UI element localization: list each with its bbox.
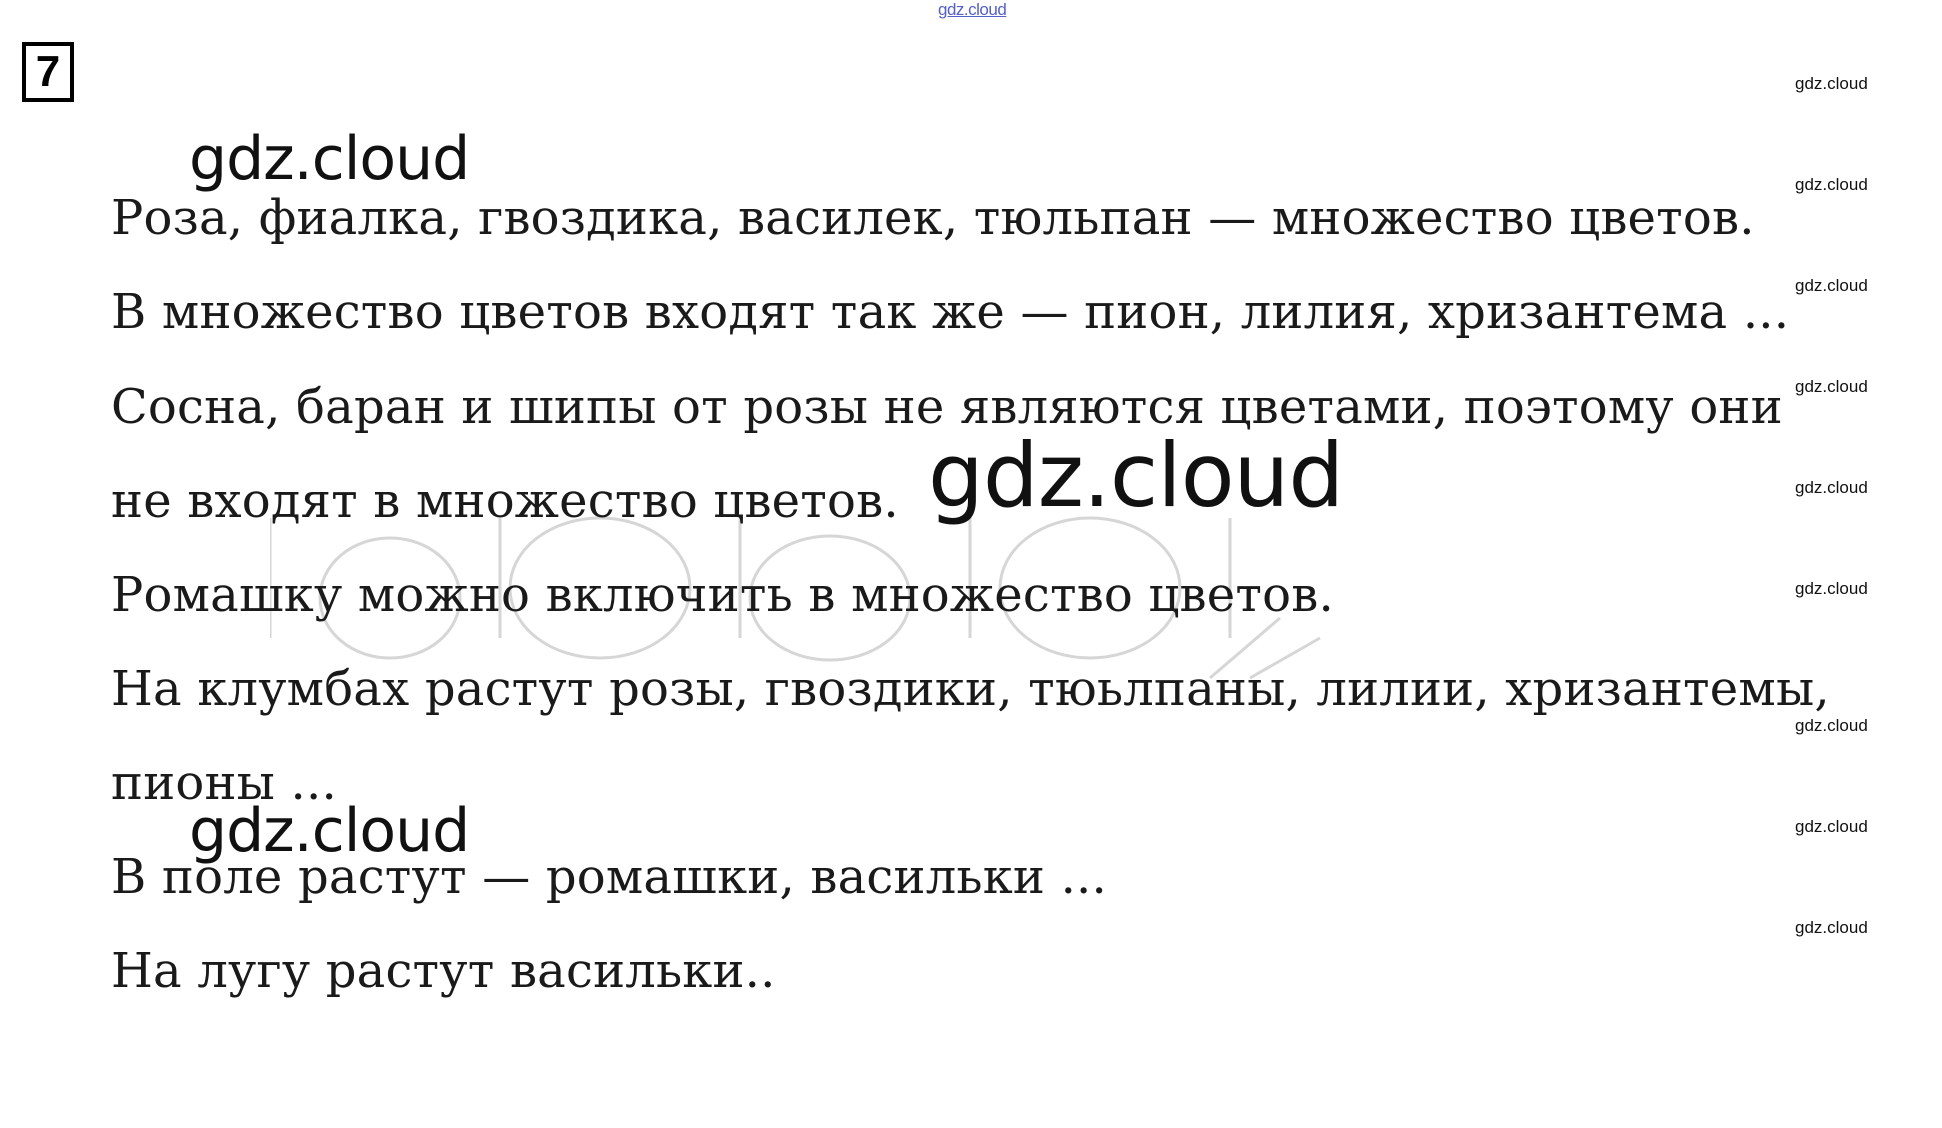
line-1: Роза, фиалка, гвоздика, василек, тюльпан — множество цветов. xyxy=(111,190,1755,246)
line-9: На лугу растут васильки.. xyxy=(111,943,776,999)
line-7: пионы ... xyxy=(111,755,337,811)
line-4: не входят в множество цветов. xyxy=(111,473,899,529)
line-8: В поле растут — ромашки, васильки ... xyxy=(111,849,1107,905)
large-watermark-bottom: gdz.cloud xyxy=(189,796,470,866)
top-watermark: gdz.cloud xyxy=(938,0,1007,19)
side-watermark: gdz.cloud xyxy=(1795,918,1868,937)
line-5: Ромашку можно включить в множество цветов. xyxy=(111,567,1334,623)
task-number: 7 xyxy=(35,47,61,96)
side-watermark: gdz.cloud xyxy=(1795,716,1868,735)
line-3: Сосна, баран и шипы от розы не являются цветами, поэтому они xyxy=(111,379,1783,435)
line-6: На клумбах растут розы, гвоздики, тюьлпаны, лилии, хризантемы, xyxy=(111,661,1830,717)
task-number-box xyxy=(22,42,74,102)
line-2: В множество цветов входят так же — пион, лилия, хризантема ... xyxy=(111,284,1790,340)
side-watermark: gdz.cloud xyxy=(1795,377,1868,396)
side-watermark: gdz.cloud xyxy=(1795,175,1868,194)
side-watermark: gdz.cloud xyxy=(1795,276,1868,295)
side-watermark: gdz.cloud xyxy=(1795,478,1868,497)
side-watermark: gdz.cloud xyxy=(1795,74,1868,93)
side-watermark: gdz.cloud xyxy=(1795,817,1868,836)
side-watermark: gdz.cloud xyxy=(1795,579,1868,598)
large-watermark-center: gdz.cloud xyxy=(928,424,1344,527)
large-watermark-top: gdz.cloud xyxy=(189,124,470,194)
